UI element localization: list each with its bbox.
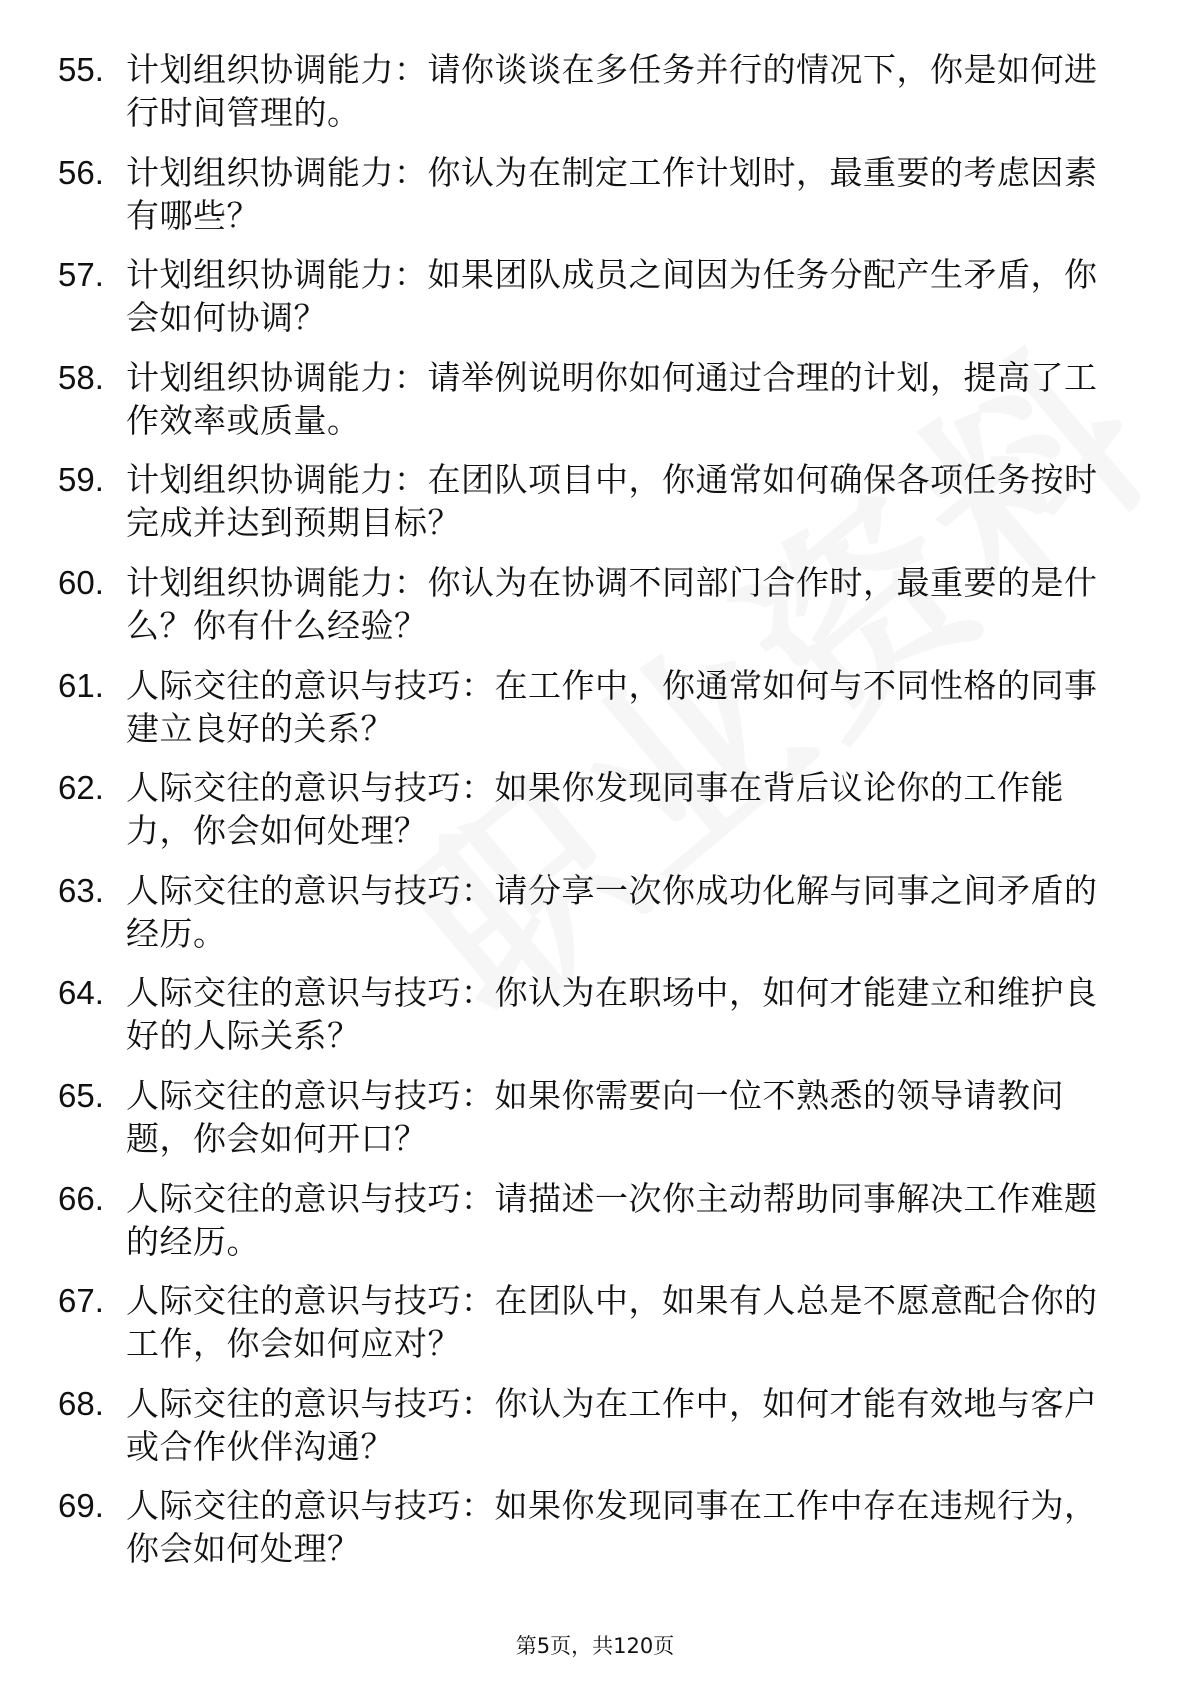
question-text: 人际交往的意识与技巧：你认为在职场中，如何才能建立和维护良好的人际关系？ xyxy=(126,973,1098,1056)
question-number: 62. xyxy=(58,769,104,807)
question-item xyxy=(58,561,1118,664)
question-text: 计划组织协调能力：请举例说明你如何通过合理的计划，提高了工作效率或质量。 xyxy=(126,357,1098,440)
question-item xyxy=(58,253,1118,356)
question-number: 59. xyxy=(58,461,104,499)
question-item xyxy=(58,1484,1118,1587)
question-number: 56. xyxy=(58,153,104,191)
question-number: 60. xyxy=(58,563,104,601)
question-item xyxy=(58,971,1118,1074)
question-item xyxy=(58,869,1118,972)
question-number: 55. xyxy=(58,51,104,88)
question-text: 人际交往的意识与技巧：如果你发现同事在背后议论你的工作能力，你会如何处理？ xyxy=(126,768,1064,851)
question-text: 人际交往的意识与技巧：如果你需要向一位不熟悉的领导请教问题，你会如何开口？ xyxy=(126,1075,1064,1158)
question-text: 计划组织协调能力：请你谈谈在多任务并行的情况下，你是如何进行时间管理的。 xyxy=(126,50,1098,132)
page-footer xyxy=(0,1630,1190,1660)
question-text: 人际交往的意识与技巧：如果你发现同事在工作中存在违规行为，你会如何处理？ xyxy=(126,1486,1098,1569)
question-text: 计划组织协调能力：如果团队成员之间因为任务分配产生矛盾，你会如何协调？ xyxy=(126,255,1098,338)
question-item xyxy=(58,458,1118,561)
question-number: 68. xyxy=(58,1384,104,1422)
question-number: 61. xyxy=(58,666,104,704)
question-item xyxy=(58,48,1118,151)
question-item xyxy=(58,1279,1118,1382)
question-number: 66. xyxy=(58,1179,104,1217)
question-item xyxy=(58,664,1118,767)
question-text: 人际交往的意识与技巧：在工作中，你通常如何与不同性格的同事建立良好的关系？ xyxy=(126,665,1098,748)
question-item xyxy=(58,766,1118,869)
question-text: 人际交往的意识与技巧：请描述一次你主动帮助同事解决工作难题的经历。 xyxy=(126,1178,1098,1261)
question-list xyxy=(58,48,1118,1587)
question-item xyxy=(58,1074,1118,1177)
question-text: 人际交往的意识与技巧：你认为在工作中，如何才能有效地与客户或合作伙伴沟通？ xyxy=(126,1383,1098,1466)
question-text: 计划组织协调能力：在团队项目中，你通常如何确保各项任务按时完成并达到预期目标？ xyxy=(126,460,1098,543)
page-number-label: 第5页，共120页 xyxy=(515,1634,675,1658)
question-number: 65. xyxy=(58,1076,104,1114)
question-item xyxy=(58,151,1118,254)
question-number: 57. xyxy=(58,256,104,294)
question-number: 58. xyxy=(58,358,104,396)
question-number: 69. xyxy=(58,1487,104,1525)
question-item xyxy=(58,356,1118,459)
question-number: 63. xyxy=(58,871,104,909)
question-item xyxy=(58,1177,1118,1280)
question-item xyxy=(58,1382,1118,1485)
question-text: 人际交往的意识与技巧：在团队中，如果有人总是不愿意配合你的工作，你会如何应对？ xyxy=(126,1281,1098,1364)
question-text: 计划组织协调能力：你认为在制定工作计划时，最重要的考虑因素有哪些？ xyxy=(126,152,1098,235)
question-number: 67. xyxy=(58,1282,104,1320)
question-number: 64. xyxy=(58,974,104,1012)
question-text: 计划组织协调能力：你认为在协调不同部门合作时，最重要的是什么？你有什么经验？ xyxy=(126,562,1098,645)
question-text: 人际交往的意识与技巧：请分享一次你成功化解与同事之间矛盾的经历。 xyxy=(126,870,1098,953)
